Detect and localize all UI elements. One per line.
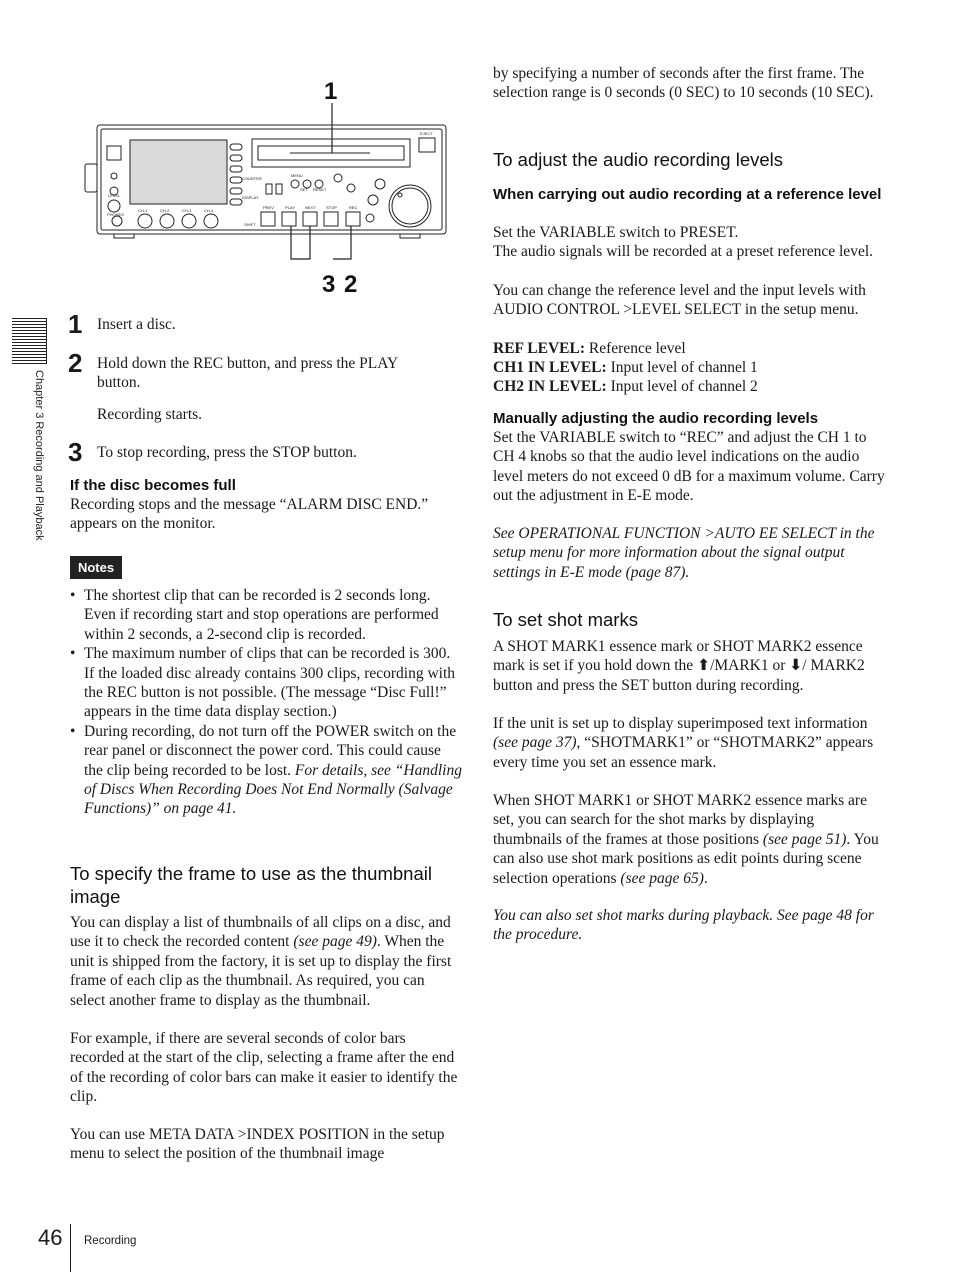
shot-marks-paragraph-3: When SHOT MARK1 or SHOT MARK2 essence marks are set, you can search for the shot marks by displaying thumbnails of the frames at those positions (see page 51). You can also use shot mark positions as edit points during scene selection operations (see page 65). bbox=[493, 792, 879, 887]
label-play: PLAY bbox=[285, 205, 295, 210]
thumbnail-paragraph-1: You can display a list of thumbnails of all clips on a disc, and use it to check the recorded content (see page 49). When the unit is shipped from the factory, it is set up to display the first frame of each clip as the thumbnail. As required, you can select another frame to display as the thumbnail. bbox=[70, 914, 452, 1009]
disc-full-body: Recording stops and the message “ALARM DISC END.” appears on the monitor. bbox=[70, 496, 429, 533]
chapter-tab-stripes bbox=[12, 318, 47, 364]
step-2-result: Recording starts. bbox=[97, 406, 203, 423]
shot-marks-italic-note: You can also set shot marks during playback. See page 48 for the procedure. bbox=[493, 907, 874, 944]
label-ch2: CH-2 bbox=[160, 208, 170, 213]
chapter-sidebar-label: Chapter 3 Recording and Playback bbox=[33, 370, 45, 541]
audio-manual-heading: Manually adjusting the audio recording levels bbox=[493, 410, 819, 427]
step-2-text: Hold down the REC button, and press the PLAY button. bbox=[97, 355, 398, 392]
label-prev: PREV bbox=[263, 205, 274, 210]
notes-badge: Notes bbox=[70, 556, 122, 579]
up-arrow-icon: ⬆ bbox=[697, 656, 711, 675]
label-next: NEXT bbox=[305, 205, 316, 210]
thumbnail-paragraph-3-continued: by specifying a number of seconds after the first frame. The selection range is 0 seconds (0 SEC) to 10 seconds (10 SEC). bbox=[493, 65, 874, 102]
audio-reference-line-2: The audio signals will be recorded at a preset reference level. bbox=[493, 243, 873, 260]
label-counter: COUNTER bbox=[242, 176, 262, 181]
shot-marks-heading: To set shot marks bbox=[493, 609, 638, 630]
audio-reference-line-1: Set the VARIABLE switch to PRESET. bbox=[493, 224, 739, 241]
device-figure bbox=[70, 66, 470, 301]
footer-section-label: Recording bbox=[84, 1235, 137, 1247]
label-rec: REC bbox=[349, 205, 358, 210]
footer-divider bbox=[70, 1224, 71, 1272]
label-shift: SHIFT bbox=[244, 222, 256, 227]
ref-level-item: REF LEVEL: Reference level bbox=[493, 340, 686, 357]
thumbnail-paragraph-2: For example, if there are several seconds of color bars recorded at the start of the clip, selecting a frame after the end of the recording of color bars can make it easier to identify the clip. bbox=[70, 1030, 458, 1106]
label-level: LEVEL bbox=[108, 193, 121, 198]
ch2-level-item: CH2 IN LEVEL: Input level of channel 2 bbox=[493, 378, 758, 395]
step-2-number: 2 bbox=[68, 348, 83, 378]
audio-see-note: See OPERATIONAL FUNCTION >AUTO EE SELECT in the setup menu for more information about the signal output settings in E-E mode (page 87). bbox=[493, 525, 875, 581]
shot-marks-paragraph-1: A SHOT MARK1 essence mark or SHOT MARK2 essence mark is set if you hold down the ⬆/MARK1 or ⬇/ MARK2 button and press the SET button during recording. bbox=[493, 638, 865, 694]
notes-list bbox=[70, 586, 462, 819]
chapter-tab-line bbox=[46, 318, 47, 364]
callout-3: 3 bbox=[322, 271, 336, 298]
audio-heading: To adjust the audio recording levels bbox=[493, 149, 784, 170]
disc-full-heading: If the disc becomes full bbox=[70, 477, 236, 494]
label-display: DISPLAY bbox=[242, 195, 259, 200]
step-1-number: 1 bbox=[68, 309, 83, 339]
step-1-text: Insert a disc. bbox=[97, 316, 176, 333]
note-item: • The shortest clip that can be recorded is 2 seconds long. Even if recording start and stop operations are performed within 2 seconds, a 2-second clip is recorded. bbox=[70, 586, 462, 644]
label-ch1: CH-1 bbox=[138, 208, 148, 213]
audio-reference-heading: When carrying out audio recording at a reference level bbox=[493, 186, 882, 203]
label-eject: EJECT bbox=[420, 131, 433, 136]
down-arrow-icon: ⬇ bbox=[789, 656, 803, 675]
label-menu: MENU bbox=[291, 173, 303, 178]
page-number: 46 bbox=[38, 1225, 63, 1250]
step-3-number: 3 bbox=[68, 437, 83, 467]
label-set: SET bbox=[300, 187, 308, 192]
label-ch4: CH-4 bbox=[204, 208, 214, 213]
audio-reference-line-3: You can change the reference level and the input levels with AUDIO CONTROL >LEVEL SELECT in the setup menu. bbox=[493, 282, 866, 319]
label-reset: RESET bbox=[313, 187, 327, 192]
thumbnail-paragraph-3: You can use META DATA >INDEX POSITION in the setup menu to select the position of the thumbnail image bbox=[70, 1126, 445, 1163]
label-phones: PHONES bbox=[107, 212, 124, 217]
step-3-text: To stop recording, press the STOP button. bbox=[97, 444, 357, 461]
label-ch3: CH-3 bbox=[182, 208, 192, 213]
thumbnail-heading: To specify the frame to use as the thumbnail image bbox=[70, 863, 432, 907]
note-item: • During recording, do not turn off the POWER switch on the rear panel or disconnect the power cord. This could cause the clip being recorded to be lost. For details, see “Handling of Discs When Recording Does Not End Normally (Salvage Functions)” on page 41. bbox=[70, 722, 462, 819]
callout-2: 2 bbox=[344, 271, 358, 298]
label-stop: STOP bbox=[326, 205, 337, 210]
device-front-panel-illustration bbox=[70, 66, 470, 301]
callout-1: 1 bbox=[324, 78, 338, 105]
audio-manual-body: Set the VARIABLE switch to “REC” and adjust the CH 1 to CH 4 knobs so that the audio level indications on the audio level meters do not exceed 0 dB for a maximum volume. Carry out the adjustment in E-E mode. bbox=[493, 429, 885, 505]
shot-marks-paragraph-2: If the unit is set up to display superimposed text information (see page 37), “SHOTMARK1” or “SHOTMARK2” appears every time you set an essence mark. bbox=[493, 715, 874, 771]
note-item: • The maximum number of clips that can be recorded is 300. If the loaded disc already contains 300 clips, recording with the REC button is not possible. (The message “Disc Full!” appears in the time data display section.) bbox=[70, 644, 462, 722]
ch1-level-item: CH1 IN LEVEL: Input level of channel 1 bbox=[493, 359, 758, 376]
